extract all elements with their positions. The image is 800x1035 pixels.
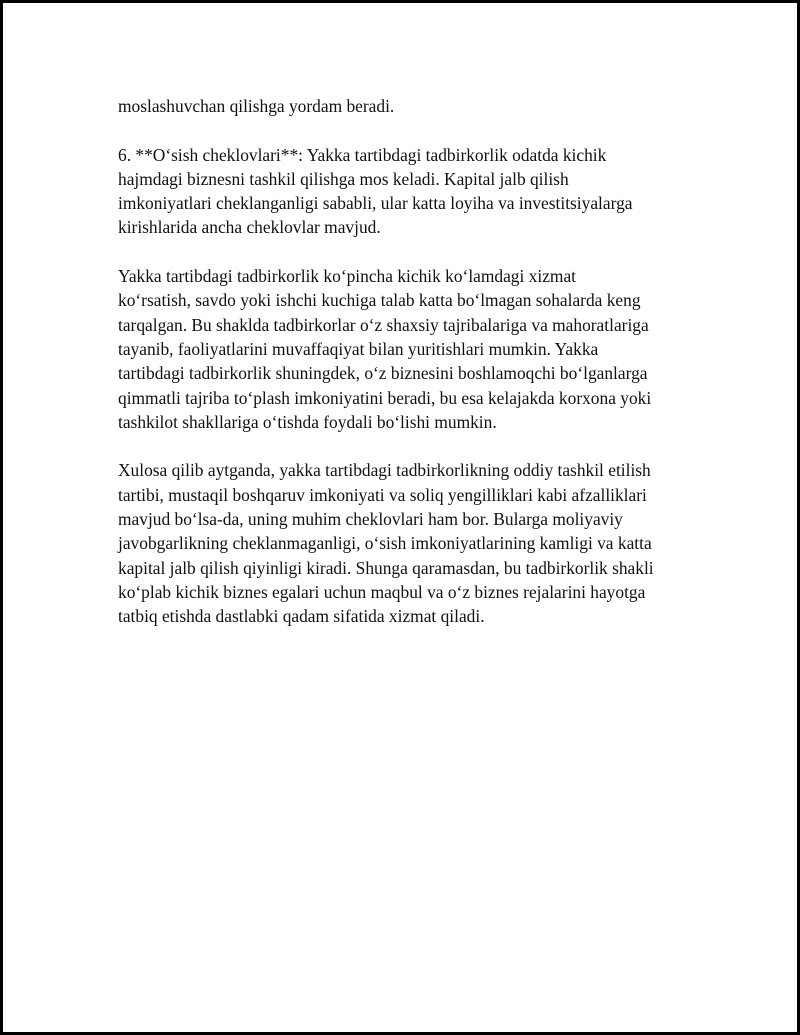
text-line: tartibdagi tadbirkorlik shuningdek, o‘z biznesini boshlamoqchi bo‘lganlarga: [118, 363, 648, 384]
paragraph-common-use: [118, 264, 693, 434]
text-line: ko‘plab kichik biznes egalari uchun maqbul va o‘z biznes rejalarini hayotga: [118, 581, 646, 602]
text-line: imkoniyatlari cheklanganligi sababli, ular katta loyiha va investitsiyalarga: [118, 193, 633, 214]
paragraph-conclusion: [118, 458, 693, 628]
text-line: tayanib, faoliyatlarini muvaffaqiyat bilan yuritishlari mumkin. Yakka: [118, 338, 599, 359]
text-line: Xulosa qilib aytganda, yakka tartibdagi tadbirkorlikning oddiy tashkil etilish: [118, 460, 651, 481]
text-line: kirishlarida ancha cheklovlar mavjud.: [118, 217, 381, 238]
text-line: ko‘rsatish, savdo yoki ishchi kuchiga talab katta bo‘lmagan sohalarda keng: [118, 290, 641, 311]
text-line: moslashuvchan qilishga yordam beradi.: [118, 96, 395, 116]
text-line: Yakka tartibdagi tadbirkorlik ko‘pincha kichik ko‘lamdagi xizmat: [118, 266, 577, 287]
text-line: tashkilot shakllariga o‘tishda foydali bo‘lishi mumkin.: [118, 411, 497, 432]
document-body: [118, 94, 693, 653]
text-line: tatbiq etishda dastlabki qadam sifatida xizmat qiladi.: [118, 606, 485, 627]
text-line: mavjud bo‘lsa-da, uning muhim cheklovlari ham bor. Bularga moliyaviy: [118, 509, 623, 530]
text-line: tartibi, mustaqil boshqaruv imkoniyati va soliq yengilliklari kabi afzalliklari: [118, 484, 647, 505]
text-line: kapital jalb qilish qiyinligi kiradi. Shunga qaramasdan, bu tadbirkorlik shakli: [118, 557, 654, 578]
text-line: javobgarlikning cheklanmaganligi, o‘sish imkoniyatlarining kamligi va katta: [118, 533, 652, 554]
paragraph-growth-limits: [118, 143, 693, 240]
text-line: qimmatli tajriba to‘plash imkoniyatini beradi, bu esa kelajakda korxona yoki: [118, 387, 652, 408]
text-line: tarqalgan. Bu shaklda tadbirkorlar o‘z shaxsiy tajribalariga va mahoratlariga: [118, 314, 649, 335]
paragraph-intro-continuation: [118, 94, 693, 118]
text-line: hajmdagi biznesni tashkil qilishga mos keladi. Kapital jalb qilish: [118, 168, 569, 189]
text-line: 6. **O‘sish cheklovlari**: Yakka tartibdagi tadbirkorlik odatda kichik: [118, 144, 607, 165]
